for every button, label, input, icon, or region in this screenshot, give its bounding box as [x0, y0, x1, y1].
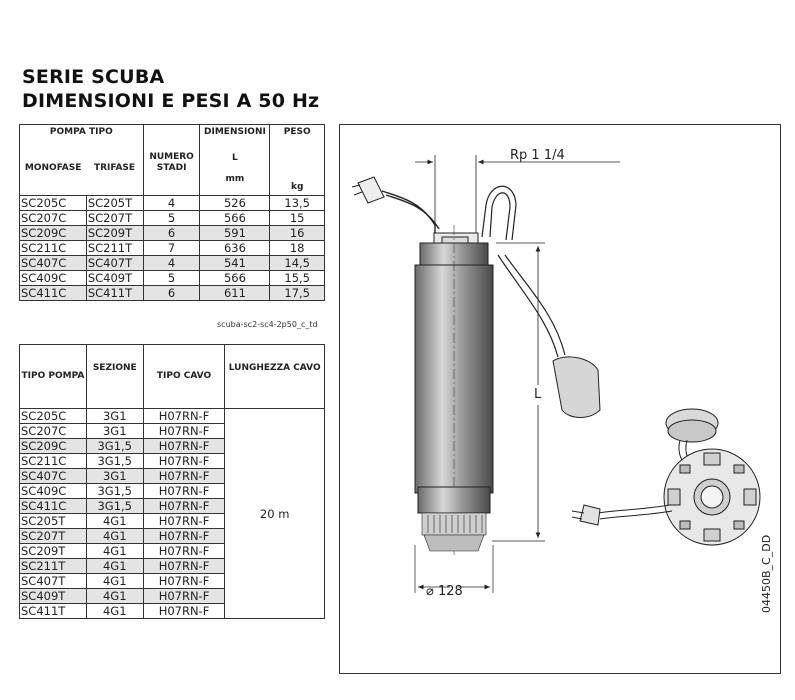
pump-cell: SC411T — [20, 604, 87, 619]
cable-type-cell: H07RN-F — [143, 514, 225, 529]
diameter-label: ⌀ 128 — [426, 584, 463, 599]
header-peso-spacer — [270, 142, 325, 164]
trifase-cell: SC207T — [86, 211, 143, 226]
trifase-cell: SC409T — [86, 271, 143, 286]
dimensions-table — [19, 124, 325, 301]
pump-cell: SC205T — [20, 514, 87, 529]
pump-cell: SC205C — [20, 409, 87, 424]
header-tipo-pompa: TIPO POMPA — [20, 345, 87, 409]
header-monofase: MONOFASE — [20, 142, 87, 196]
pump-cell: SC411C — [20, 499, 87, 514]
cable-type-cell: H07RN-F — [143, 469, 225, 484]
section-cell: 4G1 — [86, 574, 143, 589]
weight-cell: 13,5 — [270, 196, 325, 211]
table-row — [20, 286, 325, 301]
length-cell: 541 — [200, 256, 270, 271]
pump-cell: SC211C — [20, 454, 87, 469]
monofase-cell: SC207C — [20, 211, 87, 226]
header-pompa-tipo: POMPA TIPO — [20, 125, 144, 142]
stadi-cell: 4 — [143, 256, 200, 271]
length-cell: 611 — [200, 286, 270, 301]
table-row — [20, 409, 325, 424]
header-peso: PESO — [270, 125, 325, 142]
section-cell: 4G1 — [86, 604, 143, 619]
pump-cell: SC407C — [20, 469, 87, 484]
title-line-2: DIMENSIONI E PESI A 50 Hz — [22, 90, 320, 112]
pump-cell: SC209T — [20, 544, 87, 559]
cable-type-cell: H07RN-F — [143, 559, 225, 574]
pump-cell: SC409T — [20, 589, 87, 604]
weight-cell: 15,5 — [270, 271, 325, 286]
length-cell: 526 — [200, 196, 270, 211]
section-cell: 3G1,5 — [86, 499, 143, 514]
table-row — [20, 241, 325, 256]
length-cell: 566 — [200, 211, 270, 226]
cable-length-cell: 20 m — [225, 409, 325, 619]
weight-cell: 17,5 — [270, 286, 325, 301]
rp-label: Rp 1 1/4 — [510, 148, 565, 163]
length-cell: 636 — [200, 241, 270, 256]
header-numero-stadi: NUMERO STADI — [143, 125, 200, 196]
monofase-cell: SC209C — [20, 226, 87, 241]
drawing-code: 04450B_C_DD — [760, 534, 773, 613]
length-cell: 591 — [200, 226, 270, 241]
table-row — [20, 226, 325, 241]
trifase-cell: SC209T — [86, 226, 143, 241]
float-switch-icon — [553, 357, 600, 418]
l-dimension-label: L — [534, 387, 542, 402]
cable-table — [19, 344, 325, 619]
trifase-cell: SC411T — [86, 286, 143, 301]
trifase-cell: SC211T — [86, 241, 143, 256]
header-l: L — [200, 142, 270, 164]
cable-type-cell: H07RN-F — [143, 454, 225, 469]
pump-cell: SC207C — [20, 424, 87, 439]
header-trifase: TRIFASE — [86, 142, 143, 196]
section-cell: 3G1 — [86, 409, 143, 424]
section-cell: 4G1 — [86, 559, 143, 574]
cable-type-cell: H07RN-F — [143, 499, 225, 514]
monofase-cell: SC211C — [20, 241, 87, 256]
header-mm: mm — [200, 164, 270, 196]
header-sezione: SEZIONE — [86, 345, 143, 409]
monofase-cell: SC205C — [20, 196, 87, 211]
cable-type-cell: H07RN-F — [143, 439, 225, 454]
cable-type-cell: H07RN-F — [143, 604, 225, 619]
header-kg: kg — [270, 164, 325, 196]
section-cell: 3G1,5 — [86, 454, 143, 469]
pump-cell: SC409C — [20, 484, 87, 499]
stadi-cell: 6 — [143, 226, 200, 241]
cable-type-cell: H07RN-F — [143, 574, 225, 589]
plug-icon — [352, 177, 384, 203]
table-caption: scuba-sc2-sc4-2p50_c_td — [217, 320, 318, 329]
table-row — [20, 196, 325, 211]
title-line-1: SERIE SCUBA — [22, 66, 165, 88]
stadi-cell: 5 — [143, 211, 200, 226]
monofase-cell: SC407C — [20, 256, 87, 271]
section-cell: 3G1 — [86, 469, 143, 484]
weight-cell: 16 — [270, 226, 325, 241]
weight-cell: 18 — [270, 241, 325, 256]
stadi-cell: 5 — [143, 271, 200, 286]
weight-cell: 15 — [270, 211, 325, 226]
trifase-cell: SC205T — [86, 196, 143, 211]
monofase-cell: SC409C — [20, 271, 87, 286]
section-cell: 4G1 — [86, 529, 143, 544]
weight-cell: 14,5 — [270, 256, 325, 271]
pump-cell: SC211T — [20, 559, 87, 574]
pump-cell: SC207T — [20, 529, 87, 544]
cable-type-cell: H07RN-F — [143, 424, 225, 439]
table-row — [20, 211, 325, 226]
section-cell: 3G1 — [86, 424, 143, 439]
stadi-cell: 7 — [143, 241, 200, 256]
section-cell: 3G1,5 — [86, 439, 143, 454]
cable-type-cell: H07RN-F — [143, 409, 225, 424]
section-cell: 3G1,5 — [86, 484, 143, 499]
pump-cell: SC209C — [20, 439, 87, 454]
table-row — [20, 271, 325, 286]
bottom-view-icon — [572, 409, 760, 545]
cable-type-cell: H07RN-F — [143, 484, 225, 499]
length-cell: 566 — [200, 271, 270, 286]
header-dimensioni: DIMENSIONI — [200, 125, 270, 142]
section-cell: 4G1 — [86, 544, 143, 559]
monofase-cell: SC411C — [20, 286, 87, 301]
cable-type-cell: H07RN-F — [143, 529, 225, 544]
pump-cell: SC407T — [20, 574, 87, 589]
strainer — [422, 513, 486, 551]
stadi-cell: 6 — [143, 286, 200, 301]
table-row — [20, 256, 325, 271]
header-tipo-cavo: TIPO CAVO — [143, 345, 225, 409]
cable-type-cell: H07RN-F — [143, 589, 225, 604]
pump-drawing — [339, 124, 781, 674]
section-cell: 4G1 — [86, 514, 143, 529]
cable-type-cell: H07RN-F — [143, 544, 225, 559]
stadi-cell: 4 — [143, 196, 200, 211]
section-cell: 4G1 — [86, 589, 143, 604]
header-lunghezza-cavo: LUNGHEZZA CAVO — [225, 345, 325, 409]
trifase-cell: SC407T — [86, 256, 143, 271]
